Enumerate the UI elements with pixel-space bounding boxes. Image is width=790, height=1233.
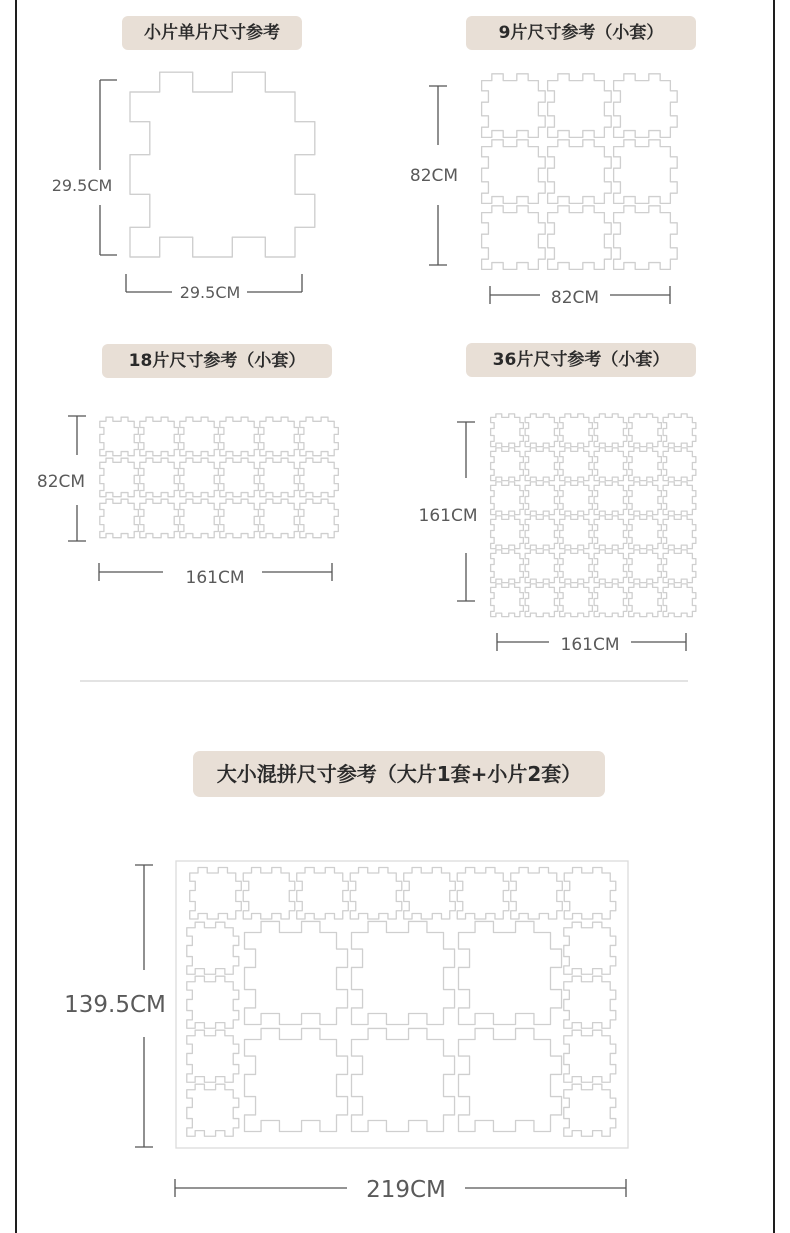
puzzle-tile bbox=[491, 482, 524, 515]
puzzle-tile bbox=[548, 74, 612, 138]
puzzle-tile bbox=[663, 516, 696, 549]
puzzle-tile bbox=[525, 550, 558, 583]
puzzle-tile bbox=[300, 499, 339, 538]
puzzle-tile bbox=[560, 584, 593, 617]
puzzle-tile bbox=[244, 921, 347, 1024]
puzzle-tile bbox=[560, 414, 593, 447]
puzzle-tile bbox=[594, 550, 627, 583]
mixed-left-column-tiles bbox=[187, 922, 239, 1136]
puzzle-tile bbox=[100, 458, 139, 497]
puzzle-tile bbox=[458, 921, 561, 1024]
puzzle-tile bbox=[260, 458, 299, 497]
puzzle-tile bbox=[187, 1084, 239, 1136]
puzzle-tile bbox=[663, 584, 696, 617]
title-mixed-layout: 大小混拼尺寸参考（大片1套+小片2套） bbox=[193, 751, 605, 797]
puzzle-tile bbox=[614, 140, 678, 204]
puzzle-tile bbox=[564, 867, 616, 919]
puzzle-tile bbox=[140, 458, 179, 497]
puzzle-tile bbox=[560, 550, 593, 583]
mixed-right-column-tiles bbox=[564, 922, 616, 1136]
eighteen-height-label: 82CM bbox=[36, 472, 86, 492]
puzzle-tile bbox=[663, 448, 696, 481]
puzzle-tile bbox=[525, 516, 558, 549]
puzzle-tile bbox=[629, 516, 662, 549]
single-height-dim bbox=[100, 80, 117, 255]
puzzle-tile bbox=[404, 867, 456, 919]
nine-tile-grid bbox=[482, 74, 678, 270]
puzzle-tile bbox=[629, 550, 662, 583]
puzzle-tile bbox=[564, 1084, 616, 1136]
puzzle-tile bbox=[548, 206, 612, 270]
puzzle-tile bbox=[629, 414, 662, 447]
mixed-large-tiles bbox=[244, 921, 561, 1131]
puzzle-tile bbox=[220, 417, 259, 456]
puzzle-tile bbox=[564, 922, 616, 974]
puzzle-tile bbox=[511, 867, 563, 919]
puzzle-tile bbox=[100, 499, 139, 538]
puzzle-tile bbox=[594, 516, 627, 549]
puzzle-tile bbox=[140, 417, 179, 456]
puzzle-tile bbox=[180, 458, 219, 497]
puzzle-tile bbox=[491, 550, 524, 583]
puzzle-tile bbox=[180, 499, 219, 538]
puzzle-tile bbox=[614, 206, 678, 270]
single-puzzle-tile bbox=[130, 72, 315, 257]
puzzle-tile bbox=[260, 417, 299, 456]
puzzle-tile bbox=[594, 482, 627, 515]
thirtysix-height-label: 161CM bbox=[418, 506, 478, 526]
puzzle-tile bbox=[300, 458, 339, 497]
puzzle-tile bbox=[564, 976, 616, 1028]
puzzle-tile bbox=[187, 1030, 239, 1082]
mixed-top-row-tiles bbox=[190, 867, 616, 919]
title-single-tile: 小片单片尺寸参考 bbox=[122, 16, 302, 50]
puzzle-tile bbox=[594, 584, 627, 617]
puzzle-tile bbox=[629, 584, 662, 617]
puzzle-tile bbox=[351, 1028, 454, 1131]
puzzle-tile bbox=[560, 482, 593, 515]
title-36-tiles: 36片尺寸参考（小套） bbox=[466, 343, 696, 377]
puzzle-tile bbox=[663, 482, 696, 515]
puzzle-tile bbox=[260, 499, 299, 538]
puzzle-tile bbox=[614, 74, 678, 138]
puzzle-tile bbox=[180, 417, 219, 456]
puzzle-tile bbox=[525, 584, 558, 617]
single-width-label: 29.5CM bbox=[179, 283, 241, 302]
puzzle-tile bbox=[220, 499, 259, 538]
puzzle-tile bbox=[244, 1028, 347, 1131]
puzzle-tile bbox=[350, 867, 402, 919]
puzzle-tile bbox=[525, 448, 558, 481]
puzzle-tile bbox=[243, 867, 295, 919]
nine-height-label: 82CM bbox=[409, 166, 459, 186]
puzzle-tile bbox=[564, 1030, 616, 1082]
puzzle-tile bbox=[629, 448, 662, 481]
thirtysix-tile-grid bbox=[491, 414, 696, 617]
puzzle-tile bbox=[663, 550, 696, 583]
puzzle-tile bbox=[594, 448, 627, 481]
puzzle-tile bbox=[100, 417, 139, 456]
puzzle-tile bbox=[220, 458, 259, 497]
puzzle-tile bbox=[491, 448, 524, 481]
puzzle-tile bbox=[190, 867, 242, 919]
puzzle-tile bbox=[594, 414, 627, 447]
puzzle-tile bbox=[140, 499, 179, 538]
puzzle-tile bbox=[629, 482, 662, 515]
puzzle-tile bbox=[560, 448, 593, 481]
puzzle-tile bbox=[482, 140, 546, 204]
puzzle-tile bbox=[457, 867, 509, 919]
puzzle-tile bbox=[525, 482, 558, 515]
puzzle-tile bbox=[351, 921, 454, 1024]
puzzle-tile bbox=[297, 867, 349, 919]
tile-grids bbox=[100, 72, 696, 1148]
puzzle-tile bbox=[525, 414, 558, 447]
puzzle-tile bbox=[491, 414, 524, 447]
puzzle-tile bbox=[548, 140, 612, 204]
puzzle-tile bbox=[187, 922, 239, 974]
puzzle-tile bbox=[491, 516, 524, 549]
puzzle-tile bbox=[187, 976, 239, 1028]
nine-width-label: 82CM bbox=[550, 288, 600, 308]
title-9-tiles: 9片尺寸参考（小套） bbox=[466, 16, 696, 50]
puzzle-tile bbox=[300, 417, 339, 456]
puzzle-tile bbox=[482, 74, 546, 138]
title-18-tiles: 18片尺寸参考（小套） bbox=[102, 344, 332, 378]
mixed-width-label: 219CM bbox=[366, 1177, 446, 1203]
puzzle-tile bbox=[663, 414, 696, 447]
thirtysix-width-label: 161CM bbox=[560, 635, 620, 655]
puzzle-tile bbox=[482, 206, 546, 270]
single-height-label: 29.5CM bbox=[51, 176, 113, 195]
eighteen-width-label: 161CM bbox=[185, 568, 245, 588]
puzzle-tile bbox=[458, 1028, 561, 1131]
mixed-height-label: 139.5CM bbox=[64, 992, 166, 1018]
eighteen-tile-grid bbox=[100, 417, 339, 538]
puzzle-tile bbox=[491, 584, 524, 617]
puzzle-tile bbox=[560, 516, 593, 549]
